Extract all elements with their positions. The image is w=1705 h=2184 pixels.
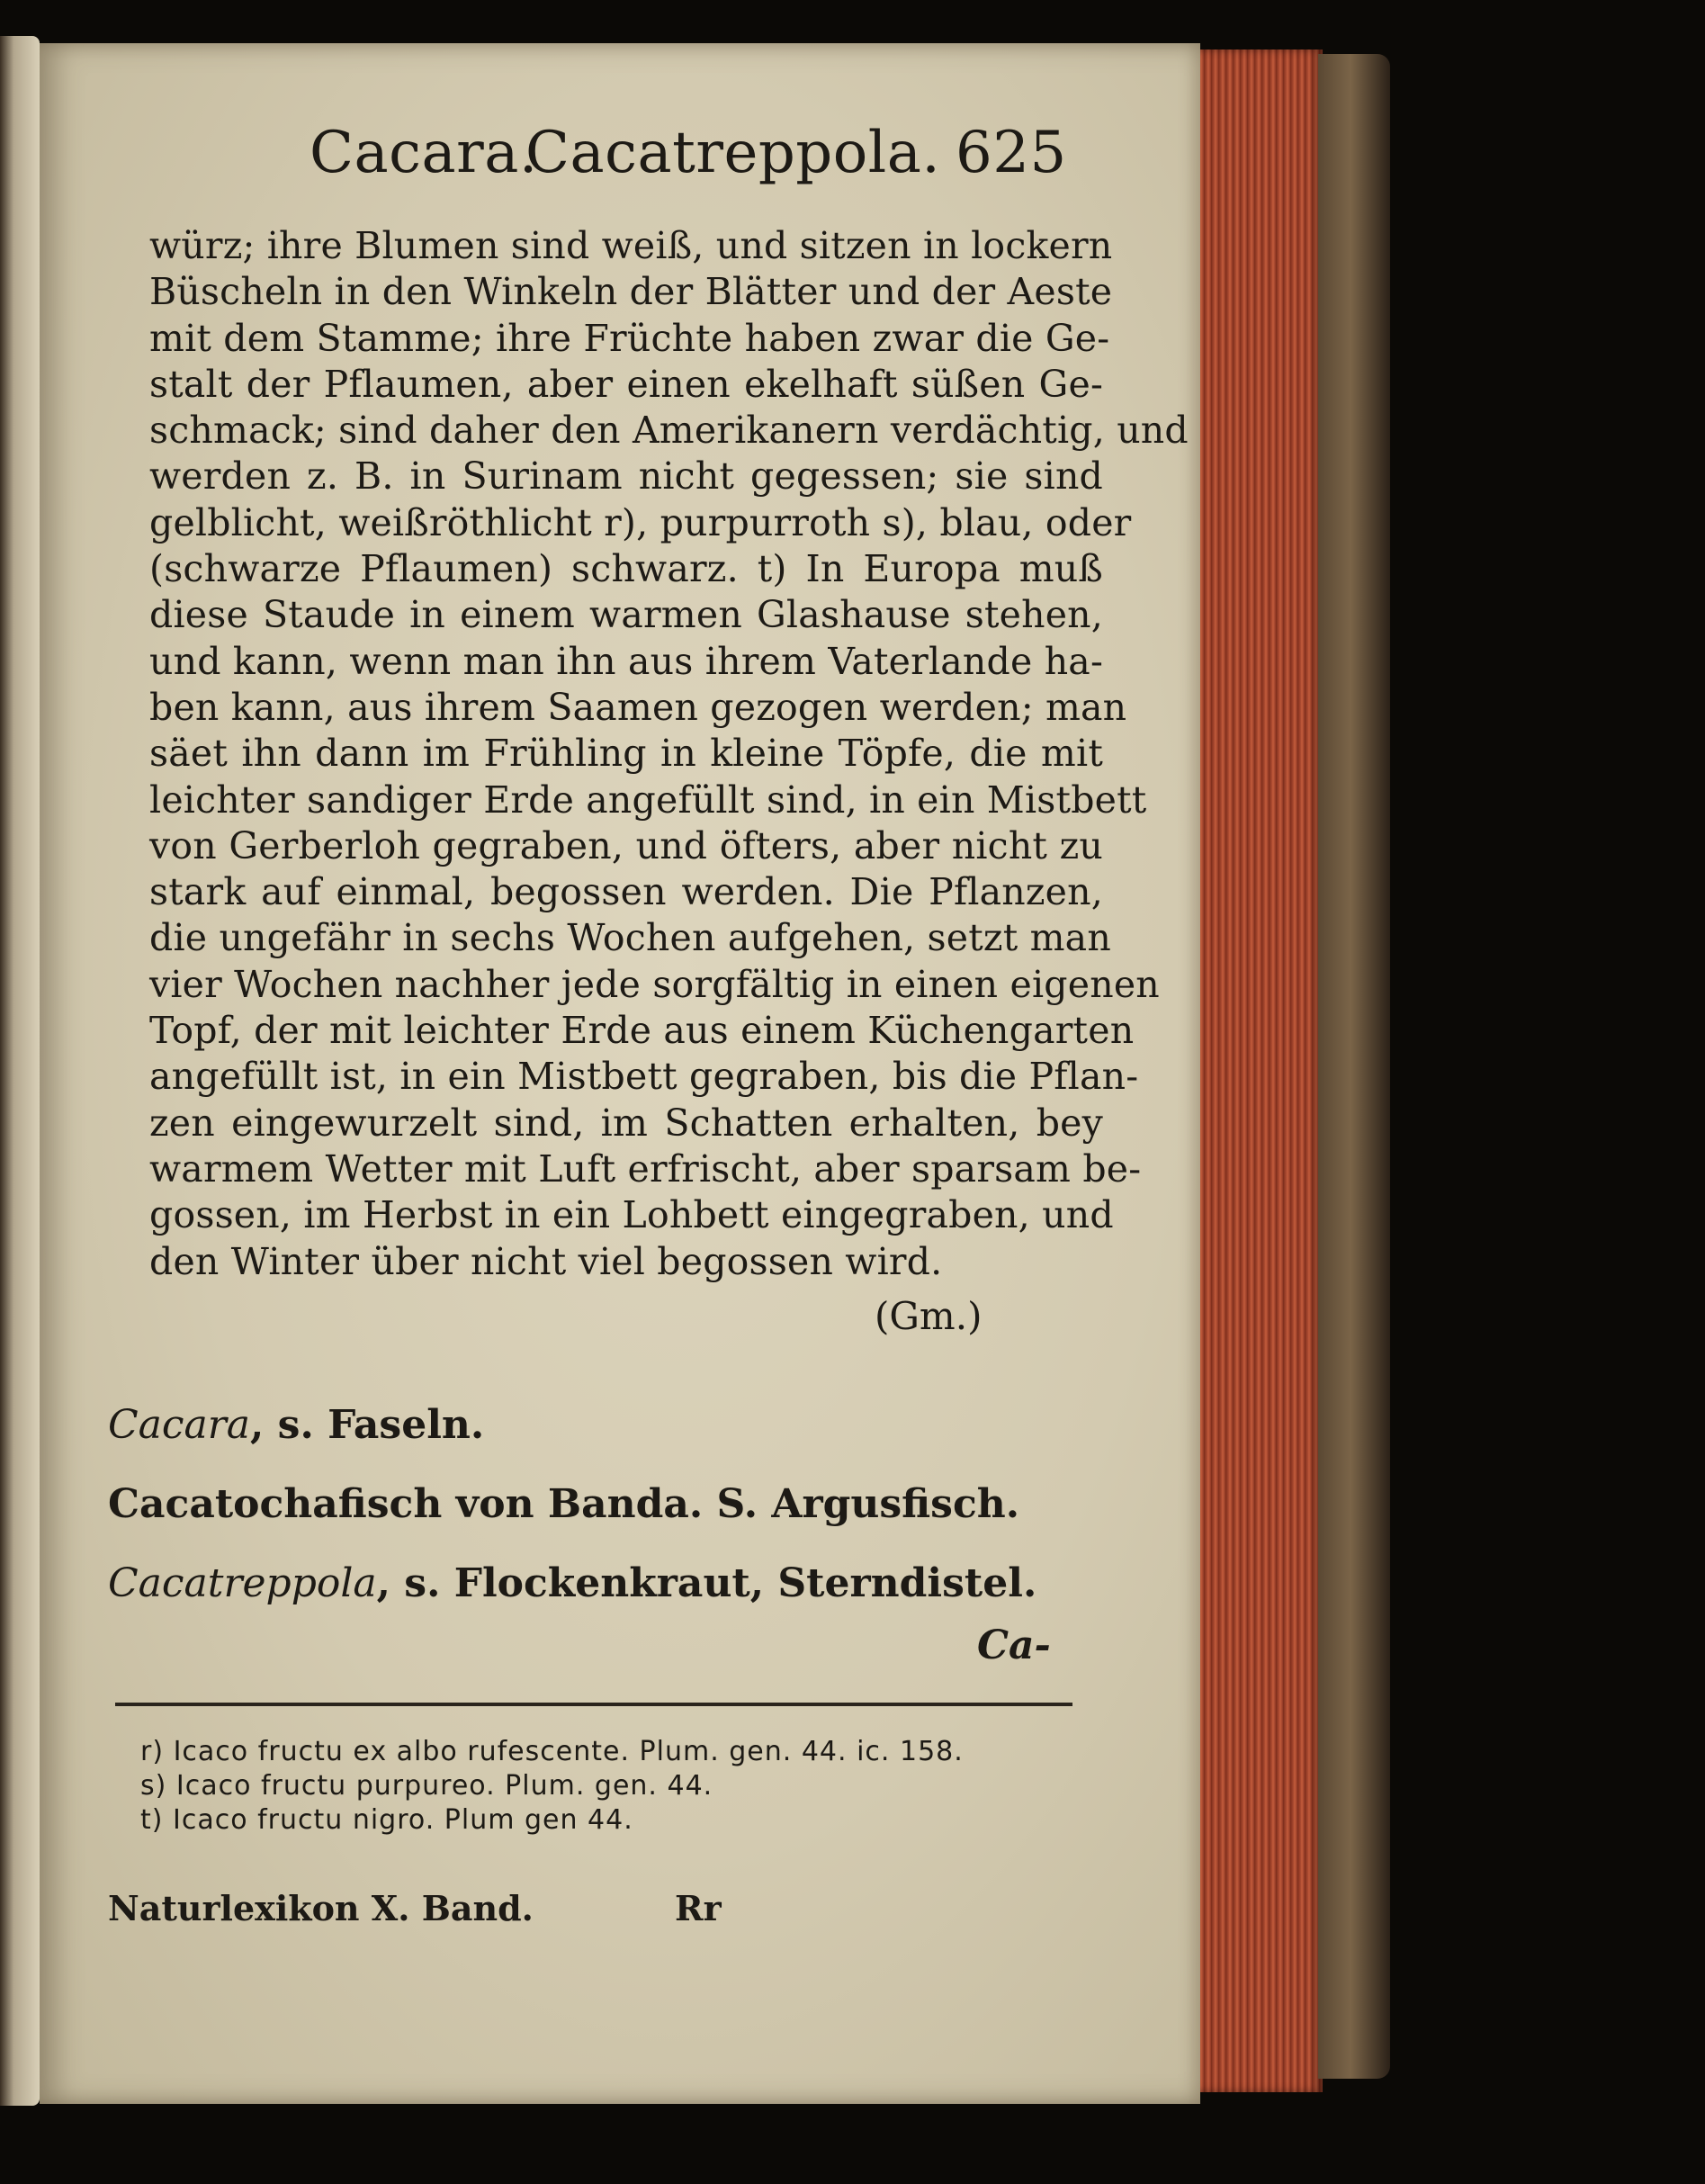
text-line: vier Wochen nachher jede sorgfältig in einen eigenen bbox=[149, 962, 1160, 1006]
text-line: gelblicht, weißröthlicht r), purpurroth s), blau, oder bbox=[149, 500, 1132, 544]
catchword: Ca- bbox=[977, 1622, 1051, 1668]
body-text bbox=[149, 223, 1189, 1285]
author-signature: (Gm.) bbox=[875, 1294, 983, 1338]
text-line: werden z. B. in Surinam nicht gegessen; sie sind bbox=[149, 454, 1103, 499]
book-page bbox=[40, 43, 1200, 2104]
text-line: Büscheln in den Winkeln der Blätter und der Aeste bbox=[149, 270, 1113, 314]
footnotes bbox=[140, 1735, 964, 1838]
footnote: r) Icaco fructu ex albo rufescente. Plum. gen. 44. ic. 158. bbox=[140, 1736, 964, 1767]
text-line: Topf, der mit leichter Erde aus einem Küchengarten bbox=[149, 1009, 1135, 1053]
text-line: warmem Wetter mit Luft erfrischt, aber sparsam be- bbox=[149, 1146, 1142, 1191]
text-line: von Gerberloh gegraben, und öfters, aber nicht zu bbox=[149, 823, 1103, 867]
text-line: den Winter über nicht viel begossen wird. bbox=[149, 1239, 943, 1283]
text-line: ben kann, aus ihrem Saamen gezogen werden; man bbox=[149, 685, 1127, 729]
volume-title: Naturlexikon X. Band. bbox=[108, 1888, 534, 1928]
footnote-divider bbox=[115, 1703, 1072, 1706]
text-line: gossen, im Herbst in ein Lohbett eingegraben, und bbox=[149, 1193, 1114, 1237]
entry-cacatreppola bbox=[108, 1560, 1036, 1606]
page-number: 625 bbox=[956, 120, 1067, 186]
text-line: die ungefähr in sechs Wochen aufgehen, setzt man bbox=[149, 916, 1111, 960]
running-head bbox=[310, 120, 1119, 201]
text-line: säet ihn dann im Frühling in kleine Töpfe, die mit bbox=[149, 732, 1103, 776]
entry-term: Cacatochafisch von Banda. bbox=[108, 1481, 704, 1527]
text-line: leichter sandiger Erde angefüllt sind, in ein Mistbett bbox=[149, 777, 1147, 822]
sheet-signature: Rr bbox=[675, 1888, 722, 1928]
text-line: diese Staude in einem warmen Glashause stehen, bbox=[149, 593, 1103, 637]
footnote: t) Icaco fructu nigro. Plum gen 44. bbox=[140, 1804, 633, 1836]
entry-reference: , s. Flockenkraut, Sterndistel. bbox=[376, 1560, 1037, 1606]
text-line: stark auf einmal, begossen werden. Die Pflanzen, bbox=[149, 870, 1103, 914]
text-line: angefüllt ist, in ein Mistbett gegraben, bis die Pflan- bbox=[149, 1055, 1139, 1099]
entry-term: Cacara bbox=[108, 1402, 251, 1448]
running-head-left: Cacara. bbox=[310, 120, 538, 186]
footnote: s) Icaco fructu purpureo. Plum. gen. 44. bbox=[140, 1770, 713, 1802]
text-line: zen eingewurzelt sind, im Schatten erhalten, bey bbox=[149, 1101, 1103, 1145]
text-line: stalt der Pflaumen, aber einen ekelhaft süßen Ge- bbox=[149, 362, 1103, 406]
book-cover-edge bbox=[1318, 54, 1390, 2079]
entry-cacara bbox=[108, 1402, 484, 1448]
text-line: mit dem Stamme; ihre Früchte haben zwar die Ge- bbox=[149, 316, 1110, 360]
previous-page-edge bbox=[0, 36, 40, 2106]
entry-term: Cacatreppola bbox=[108, 1560, 377, 1606]
text-line: und kann, wenn man ihn aus ihrem Vaterlande ha- bbox=[149, 639, 1103, 683]
running-head-center: Cacatreppola. bbox=[525, 120, 941, 186]
text-line: (schwarze Pflaumen) schwarz. t) In Europa muß bbox=[149, 547, 1103, 591]
text-line: schmack; sind daher den Amerikanern verdächtig, und bbox=[149, 409, 1189, 453]
entry-cacatochafisch bbox=[108, 1481, 1019, 1527]
page-footer bbox=[108, 1888, 828, 1928]
text-line: würz; ihre Blumen sind weiß, und sitzen in lockern bbox=[149, 224, 1113, 267]
entry-reference: S. Argusfisch. bbox=[703, 1481, 1020, 1527]
entry-reference: , s. Faseln. bbox=[250, 1402, 485, 1448]
book-fore-edge bbox=[1197, 49, 1323, 2092]
